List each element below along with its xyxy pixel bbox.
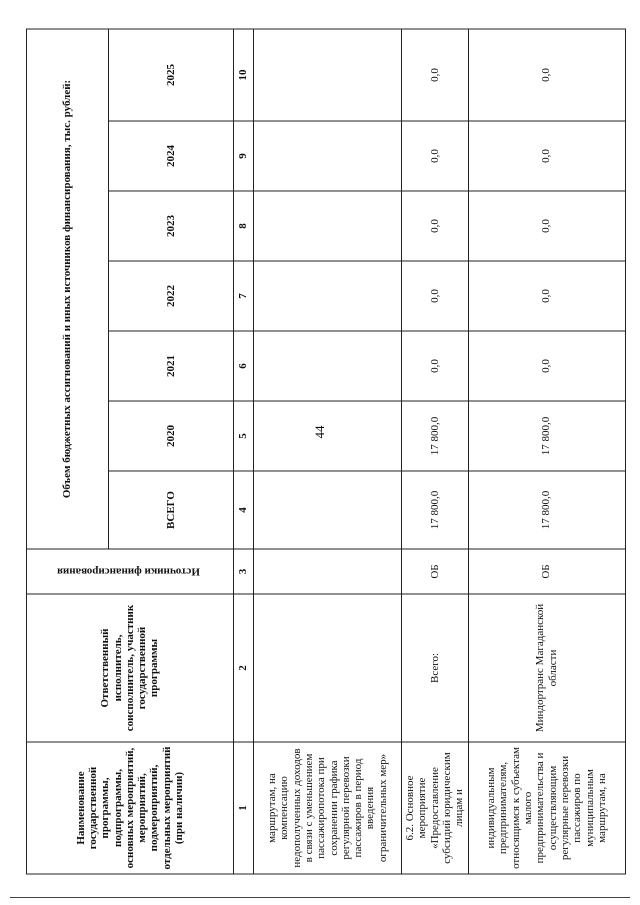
header-row-1 xyxy=(27,29,109,874)
col-number: 3 xyxy=(234,549,254,594)
row-value: 0,0 xyxy=(402,331,469,401)
row-value: 0,0 xyxy=(468,331,625,401)
row-executor xyxy=(254,594,402,742)
header-year-2020: 2020 xyxy=(109,401,234,471)
row-value: 17 800,0 xyxy=(468,401,625,471)
row-executor: Всего: xyxy=(402,594,469,742)
row-source: ОБ xyxy=(402,549,469,594)
row-name: 6.2. Основное мероприятие «Предоставление субсидий юридическим лицам и xyxy=(402,742,469,874)
row-value xyxy=(254,191,402,261)
col-number: 2 xyxy=(234,594,254,742)
rotated-table-wrapper xyxy=(26,30,614,875)
col-number: 4 xyxy=(234,471,254,549)
row-value: 0,0 xyxy=(468,29,625,121)
header-year-2021: 2021 xyxy=(109,331,234,401)
row-value xyxy=(254,29,402,121)
row-value xyxy=(254,261,402,331)
header-col3 xyxy=(27,549,234,594)
col-number: 6 xyxy=(234,331,254,401)
col-number: 1 xyxy=(234,742,254,874)
header-col1: Наименование государственной программы, подпрограммы, основных мероприятий, мероприятий, подмероприятий, отдельных мероприятий (при наличии) xyxy=(27,742,234,874)
row-value: 17 800,0 xyxy=(402,471,469,549)
row-value xyxy=(254,331,402,401)
financing-table xyxy=(26,28,626,874)
row-value: 0,0 xyxy=(468,191,625,261)
header-year-total: ВСЕГО xyxy=(109,471,234,549)
col-number: 7 xyxy=(234,261,254,331)
table-row xyxy=(468,29,625,874)
column-number-row xyxy=(234,29,254,874)
row-value: 0,0 xyxy=(402,261,469,331)
row-value xyxy=(254,471,402,549)
header-year-2023: 2023 xyxy=(109,191,234,261)
col-number: 10 xyxy=(234,29,254,121)
col-number: 5 xyxy=(234,401,254,471)
row-value: 17 800,0 xyxy=(468,471,625,549)
table-row xyxy=(254,29,402,874)
row-value: 0,0 xyxy=(402,29,469,121)
row-source xyxy=(254,549,402,594)
row-value: 0,0 xyxy=(402,191,469,261)
row-value: 17 800,0 xyxy=(402,401,469,471)
row-name: индивидуальным предпринимателям, относящимся к субъектам малого предпринимательства и осуществляющим регулярные перевозки пассажиров по муниципальным маршрутам, на xyxy=(468,742,625,874)
header-col3-text: Источники финансирования xyxy=(56,565,200,578)
header-col2: Ответственный исполнитель, соисполнитель, участник государственной программы xyxy=(27,594,234,742)
header-year-2024: 2024 xyxy=(109,121,234,191)
row-value: 0,0 xyxy=(468,121,625,191)
row-name: маршрутам, на компенсацию недополученных доходов в связи с уменьшением пассажиропотока при сохранении графика регулярной перевозки пассажиров в период введения ограничительных мер» xyxy=(254,742,402,874)
row-value xyxy=(254,401,402,471)
row-value: 0,0 xyxy=(402,121,469,191)
page-bottom-divider xyxy=(10,897,630,898)
table-row xyxy=(402,29,469,874)
col-number: 9 xyxy=(234,121,254,191)
page-number: 44 xyxy=(312,425,327,439)
header-funding-group: Объем бюджетных ассигнований и иных источников финансирования, тыс. рублей: xyxy=(27,29,109,549)
row-executor: Миндортранс Магаданской области xyxy=(468,594,625,742)
header-year-2022: 2022 xyxy=(109,261,234,331)
row-value xyxy=(254,121,402,191)
row-value: 0,0 xyxy=(468,261,625,331)
header-year-2025: 2025 xyxy=(109,29,234,121)
col-number: 8 xyxy=(234,191,254,261)
row-source: ОБ xyxy=(468,549,625,594)
